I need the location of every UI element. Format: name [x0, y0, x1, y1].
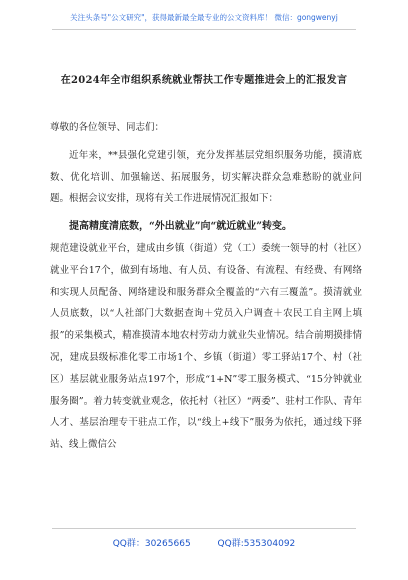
- salutation: 尊敬的各位领导、同志们：: [50, 122, 165, 133]
- header-divider: [52, 29, 356, 30]
- document-body: [50, 117, 362, 456]
- footer-qq-group-1: QQ群：30265665: [112, 539, 191, 549]
- footer: [0, 536, 408, 549]
- body-paragraph: 规范建设就业平台，建成由乡镇（街道）党（工）委统一领导的村（社区）就业平台17个，做到有场地、有人员、有设备、有流程、有经费、有网络和实现人员配备、网络建设和服务群众全覆盖的“六有三覆盖”。摸清就业人员底数，以“人社部门大数据查询＋党员入户调查＋农民工自主网上填报”的采集模式，精准摸清本地农村劳动力就业失业情况。结合前期摸排情况，建成县级标准化零工市场1个、乡镇（街道）零工驿站17个、村（社区）基层就业服务站点197个，形成“1+N”零工服务模式、“15分钟就业服务圈”。着力转变就业观念，依托村（社区）“两委”、驻村工作队、青年人才、基层治理专干驻点工作，以“线上+线下”服务为依托，通过线下驿站、线上微信公: [50, 242, 362, 451]
- header-banner: 关注头条号"公文研究"，获得最新最全最专业的公文资料库！ 微信：gongwenyj: [70, 13, 338, 22]
- footer-qq-group-2: QQ群:535304092: [217, 539, 296, 549]
- document-title: 在2024年全市组织系统就业帮扶工作专题推进会上的汇报发言: [60, 75, 348, 86]
- intro-paragraph: 近年来，**县强化党建引领，充分发挥基层党组织服务功能，摸清底数、优化培训、加强输送、拓展服务，切实解决群众急难愁盼的就业问题。根据会议安排，现将有关工作进展情况汇报如下：: [50, 149, 362, 205]
- section-heading: 提高精度清底数，“外出就业”向“就近就业”转变。: [69, 221, 293, 233]
- footer-divider: [52, 528, 356, 529]
